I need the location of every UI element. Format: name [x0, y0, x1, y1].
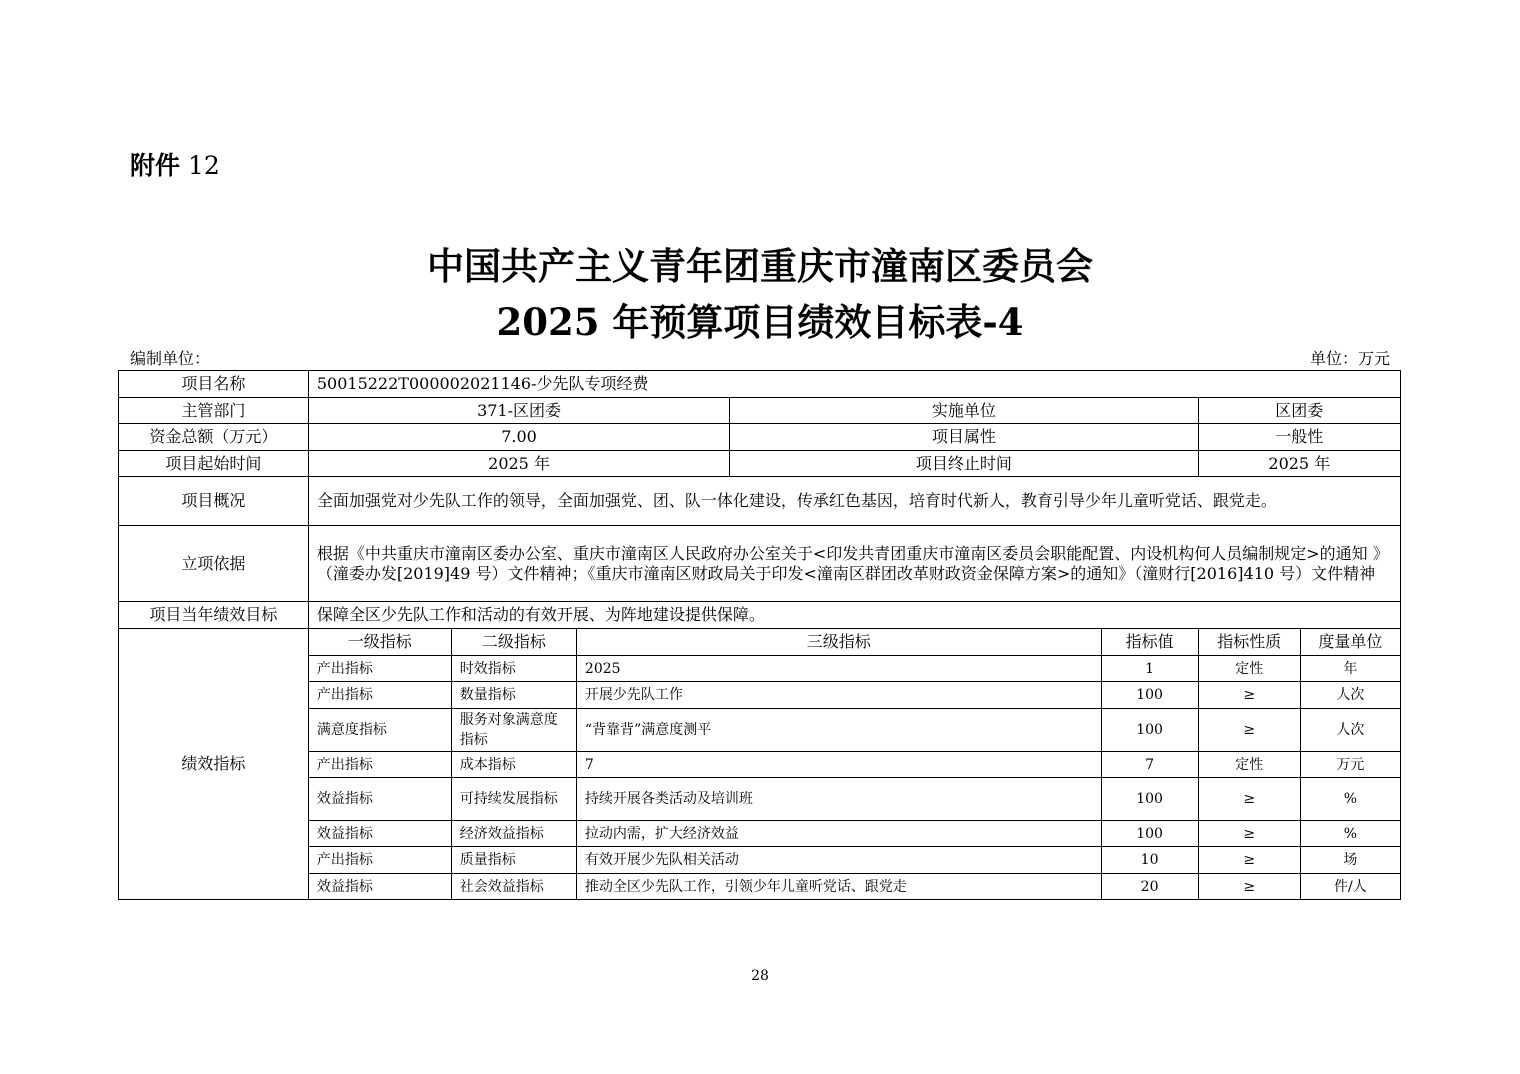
indicator-l3: 拉动内需，扩大经济效益	[576, 821, 1101, 847]
header-unit: 度量单位	[1300, 629, 1400, 656]
unit-label: 单位：万元	[1309, 349, 1390, 368]
header-l1: 一级指标	[308, 629, 451, 656]
header-l3: 三级指标	[576, 629, 1101, 656]
indicator-l2: 经济效益指标	[451, 821, 576, 847]
indicator-nature: ≥	[1198, 709, 1300, 752]
basis-label: 立项依据	[119, 526, 309, 602]
table-row	[119, 709, 1401, 752]
compiler-label: 编制单位：	[130, 349, 211, 368]
table-row	[119, 752, 1401, 778]
goal-value: 保障全区少先队工作和活动的有效开展、为阵地建设提供保障。	[308, 602, 1400, 629]
indicator-nature: ≥	[1198, 847, 1300, 874]
start-label: 项目起始时间	[119, 451, 309, 477]
indicator-l3: 持续开展各类活动及培训班	[576, 778, 1101, 821]
indicator-l3: 有效开展少先队相关活动	[576, 847, 1101, 874]
indicator-unit: 年	[1300, 656, 1400, 682]
indicator-l1: 产出指标	[308, 847, 451, 874]
indicator-unit: 万元	[1300, 752, 1400, 778]
indicator-value: 100	[1101, 709, 1198, 752]
title-line-1: 中国共产主义青年团重庆市潼南区委员会	[427, 244, 1093, 288]
indicator-nature: ≥	[1198, 821, 1300, 847]
title-line-2: 2025 年预算项目绩效目标表-4	[496, 300, 1024, 344]
header-nature: 指标性质	[1198, 629, 1300, 656]
header-l2: 二级指标	[451, 629, 576, 656]
indicator-unit: %	[1300, 821, 1400, 847]
performance-table	[118, 370, 1401, 900]
indicator-nature: ≥	[1198, 778, 1300, 821]
indicator-unit: 件/人	[1300, 874, 1400, 900]
table-row	[119, 874, 1401, 900]
indicator-nature: ≥	[1198, 682, 1300, 709]
fund-label: 资金总额（万元）	[119, 424, 309, 451]
indicator-value: 100	[1101, 682, 1198, 709]
indicator-l2: 社会效益指标	[451, 874, 576, 900]
end-label: 项目终止时间	[730, 451, 1198, 477]
page-number: 28	[751, 968, 769, 984]
impl-value: 区团委	[1198, 398, 1400, 424]
indicator-unit: 人次	[1300, 682, 1400, 709]
indicator-l1: 产出指标	[308, 682, 451, 709]
table-row	[119, 656, 1401, 682]
indicator-l2: 质量指标	[451, 847, 576, 874]
project-name-label: 项目名称	[119, 371, 309, 398]
attachment-label	[130, 146, 220, 182]
header-value: 指标值	[1101, 629, 1198, 656]
indicator-l1: 产出指标	[308, 752, 451, 778]
start-value: 2025 年	[308, 451, 729, 477]
overview-label: 项目概况	[119, 477, 309, 526]
dept-label: 主管部门	[119, 398, 309, 424]
indicator-l3: “背靠背”满意度测平	[576, 709, 1101, 752]
fund-value: 7.00	[308, 424, 729, 451]
end-value: 2025 年	[1198, 451, 1400, 477]
attachment-number: 12	[187, 151, 220, 180]
indicator-l2: 服务对象满意度指标	[451, 709, 576, 752]
indicator-value: 7	[1101, 752, 1198, 778]
goal-label: 项目当年绩效目标	[119, 602, 309, 629]
indicator-nature: ≥	[1198, 874, 1300, 900]
impl-label: 实施单位	[730, 398, 1198, 424]
indicator-l2: 时效指标	[451, 656, 576, 682]
indicator-unit: 场	[1300, 847, 1400, 874]
indicator-l1: 满意度指标	[308, 709, 451, 752]
indicator-l2: 数量指标	[451, 682, 576, 709]
attr-label: 项目属性	[730, 424, 1198, 451]
indicator-unit: 人次	[1300, 709, 1400, 752]
indicator-value: 10	[1101, 847, 1198, 874]
table-row	[119, 778, 1401, 821]
indicator-nature: 定性	[1198, 656, 1300, 682]
indicator-l3: 开展少先队工作	[576, 682, 1101, 709]
indicators-label: 绩效指标	[119, 629, 309, 900]
table-row	[119, 847, 1401, 874]
dept-value: 371-区团委	[308, 398, 729, 424]
indicator-l2: 成本指标	[451, 752, 576, 778]
indicator-l1: 效益指标	[308, 778, 451, 821]
overview-value: 全面加强党对少先队工作的领导，全面加强党、团、队一体化建设，传承红色基因，培育时代新人，教育引导少年儿童听党话、跟党走。	[308, 477, 1400, 526]
indicator-value: 100	[1101, 778, 1198, 821]
indicator-l2: 可持续发展指标	[451, 778, 576, 821]
project-name-value: 50015222T000002021146-少先队专项经费	[308, 371, 1400, 398]
indicator-l3: 7	[576, 752, 1101, 778]
attachment-text: 附件	[130, 151, 181, 180]
indicator-l3: 2025	[576, 656, 1101, 682]
basis-value: 根据《中共重庆市潼南区委办公室、重庆市潼南区人民政府办公室关于<印发共青团重庆市潼南区委员会职能配置、内设机构何人员编制规定>的通知 》（潼委办发[2019]49 号）文件精神；《重庆市潼南区财政局关于印发<潼南区群团改革财政资金保障方案>的通知》（潼财行[2016]410 号）文件精神	[308, 526, 1400, 602]
indicator-value: 1	[1101, 656, 1198, 682]
table-row	[119, 821, 1401, 847]
indicator-unit: %	[1300, 778, 1400, 821]
indicator-l1: 产出指标	[308, 656, 451, 682]
indicator-value: 100	[1101, 821, 1198, 847]
table-row	[119, 682, 1401, 709]
indicator-l1: 效益指标	[308, 874, 451, 900]
indicator-nature: 定性	[1198, 752, 1300, 778]
indicator-l1: 效益指标	[308, 821, 451, 847]
attr-value: 一般性	[1198, 424, 1400, 451]
indicator-value: 20	[1101, 874, 1198, 900]
indicator-l3: 推动全区少先队工作，引领少年儿童听党话、跟党走	[576, 874, 1101, 900]
